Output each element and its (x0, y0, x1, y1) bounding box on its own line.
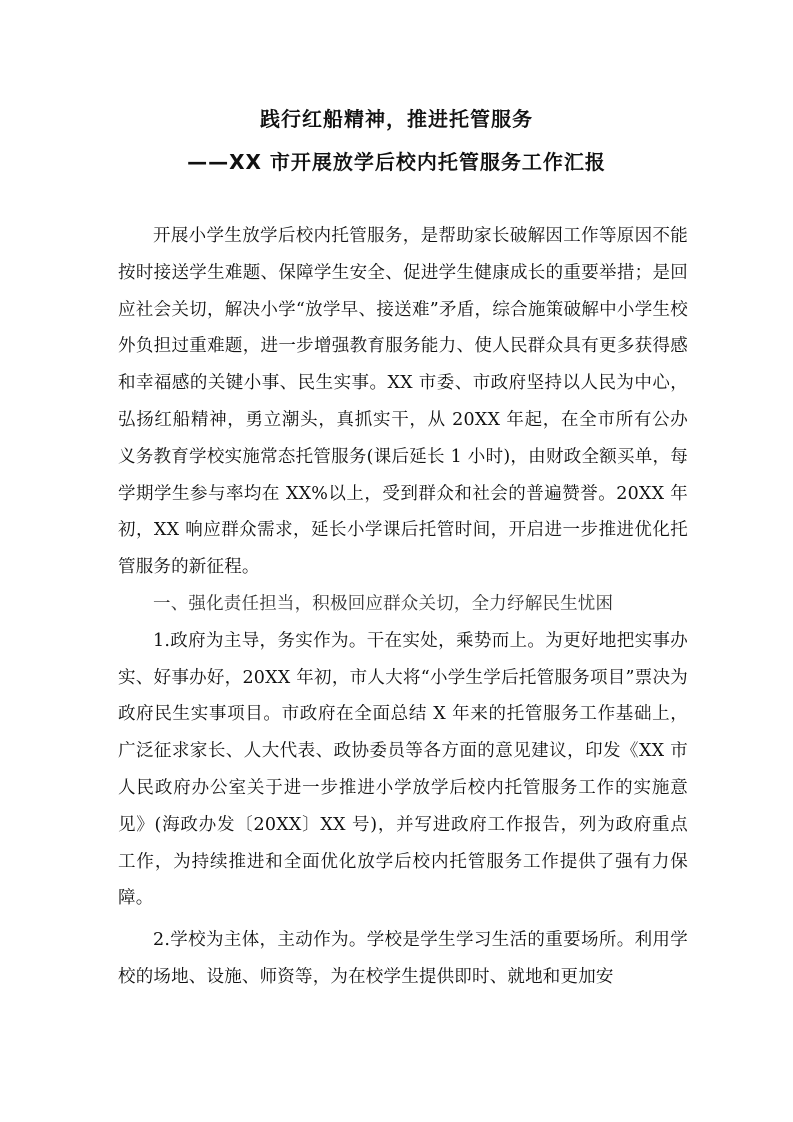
document-title: 践行红船精神，推进托管服务 (260, 107, 533, 131)
document-subtitle: ——XX 市开展放学后校内托管服务工作汇报 (187, 150, 606, 174)
body-paragraph: 1.政府为主导，务实作为。干在实处，乘势而上。为更好地把实事办实、好事办好，20XX 年初，市人大将“小学生学后托管服务项目”票决为政府民生实事项目。市政府在全面总结 X 年来的托管服务工作基础上，广泛征求家长、人大代表、政协委员等各方面的意见建议，印发《XX 市人民政府办公室关于进一步推进小学放学后校内托管服务工作的实施意见》(海政办发〔20XX〕XX 号)，并写进政府工作报告，列为政府重点工作，为持续推进和全面优化放学后校内托管服务工作提供了强有力保障。 (118, 630, 688, 909)
section-heading: 一、强化责任担当，积极回应群众关切，全力纾解民生忧困 (153, 593, 614, 614)
body-paragraph: 2.学校为主体，主动作为。学校是学生学习生活的重要场所。利用学校的场地、设施、师资等，为在校学生提供即时、就地和更加安 (118, 930, 688, 987)
intro-paragraph: 开展小学生放学后校内托管服务，是帮助家长破解因工作等原因不能按时接送学生难题、保障学生安全、促进学生健康成长的重要举措；是回应社会关切，解决小学“放学早、接送难”矛盾，综合施策破解中小学生校外负担过重难题，进一步增强教育服务能力、使人民群众具有更多获得感和幸福感的关键小事、民生实事。XX 市委、市政府坚持以人民为中心，弘扬红船精神，勇立潮头，真抓实干，从 20XX 年起，在全市所有公办义务教育学校实施常态托管服务(课后延长 1 小时)，由财政全额买单，每学期学生参与率均在 XX%以上，受到群众和社会的普遍赞誉。20XX 年初，XX 响应群众需求，延长小学课后托管时间，开启进一步推进优化托管服务的新征程。 (118, 226, 688, 578)
document-body (118, 218, 688, 996)
